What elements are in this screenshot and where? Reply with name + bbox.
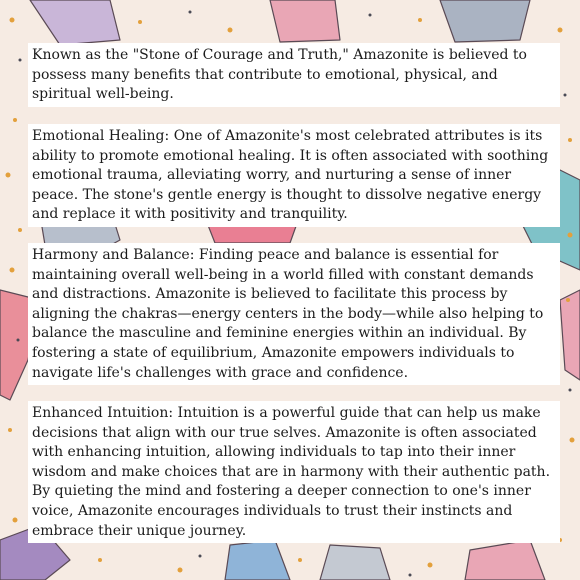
paragraph-emotional-healing — [28, 124, 560, 227]
intro-text: Known as the "Stone of Courage and Truth," Amazonite is believed to possess many benefits that contribute to emotional, physical, and spiritual well-being. — [32, 47, 527, 103]
crystal-bottom-center — [225, 540, 290, 580]
paragraph-harmony-balance — [28, 243, 560, 385]
crystal-bottom-gray — [320, 545, 390, 580]
harmony-balance-text: Harmony and Balance: Finding peace and balance is essential for maintaining overall well-being in a world filled with constant demands and distractions. Amazonite is believed to facilitate this process by aligning the chakras—energy centers in the body—while also helping to balance the masculine and feminine energies within an individual. By fostering a state of equilibrium, Amazonite empowers individuals to navigate life's challenges with grace and confidence. — [32, 247, 544, 381]
crystal-top-left — [30, 0, 120, 45]
crystal-bottom-right — [465, 540, 545, 580]
crystal-top-center — [270, 0, 340, 42]
paragraph-intro — [28, 43, 560, 107]
crystal-right-edge — [560, 290, 580, 380]
crystal-top-right — [440, 0, 530, 42]
enhanced-intuition-text: Enhanced Intuition: Intuition is a powerful guide that can help us make decisions that align with our true selves. Amazonite is often associated with enhancing intuition, allowing individuals to tap into their inner wisdom and make choices that are in harmony with their authentic path. By quieting the mind and fostering a deeper connection to one's inner voice, Amazonite encourages individuals to trust their instincts and embrace their unique journey. — [32, 405, 551, 539]
paragraph-enhanced-intuition — [28, 401, 560, 543]
emotional-healing-text: Emotional Healing: One of Amazonite's most celebrated attributes is its ability to promote emotional healing. It is often associated with soothing emotional trauma, alleviating worry, and nurturing a sense of inner peace. The stone's gentle energy is thought to dissolve negative energy and replace it with positivity and tranquility. — [32, 128, 549, 223]
